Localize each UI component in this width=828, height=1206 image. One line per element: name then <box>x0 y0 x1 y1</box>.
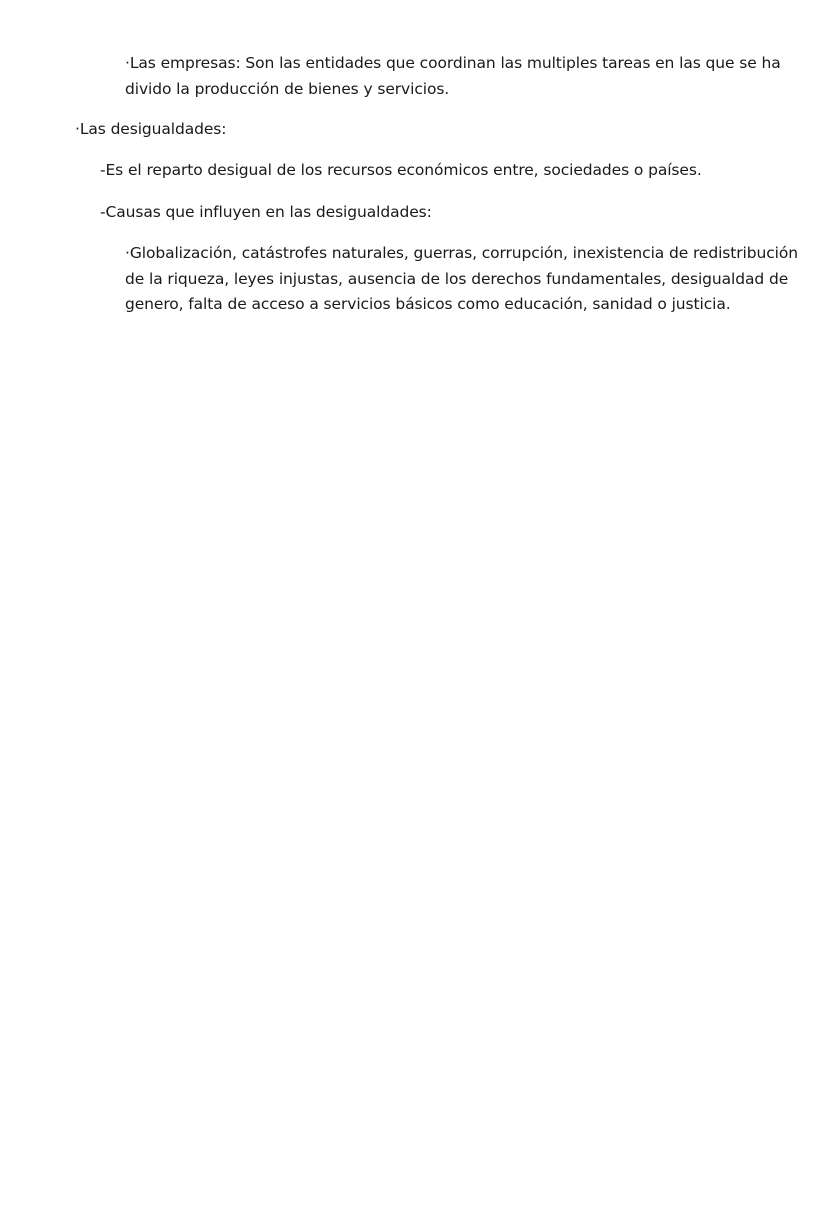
paragraph-empresas: ·Las empresas: Son las entidades que coordinan las multiples tareas en las que se ha divido la producción de bienes y servicios. <box>125 54 781 98</box>
paragraph-definicion-desigualdad: -Es el reparto desigual de los recursos económicos entre, sociedades o países. <box>100 161 702 179</box>
subheading-causas: -Causas que influyen en las desigualdades: <box>100 203 432 221</box>
heading-desigualdades: ·Las desigualdades: <box>75 120 227 138</box>
paragraph-lista-causas: ·Globalización, catástrofes naturales, guerras, corrupción, inexistencia de redistribución de la riqueza, leyes injustas, ausencia de los derechos fundamentales, desigualdad de genero, falta de acceso a servicios básicos como educación, sanidad o justicia. <box>125 244 798 313</box>
